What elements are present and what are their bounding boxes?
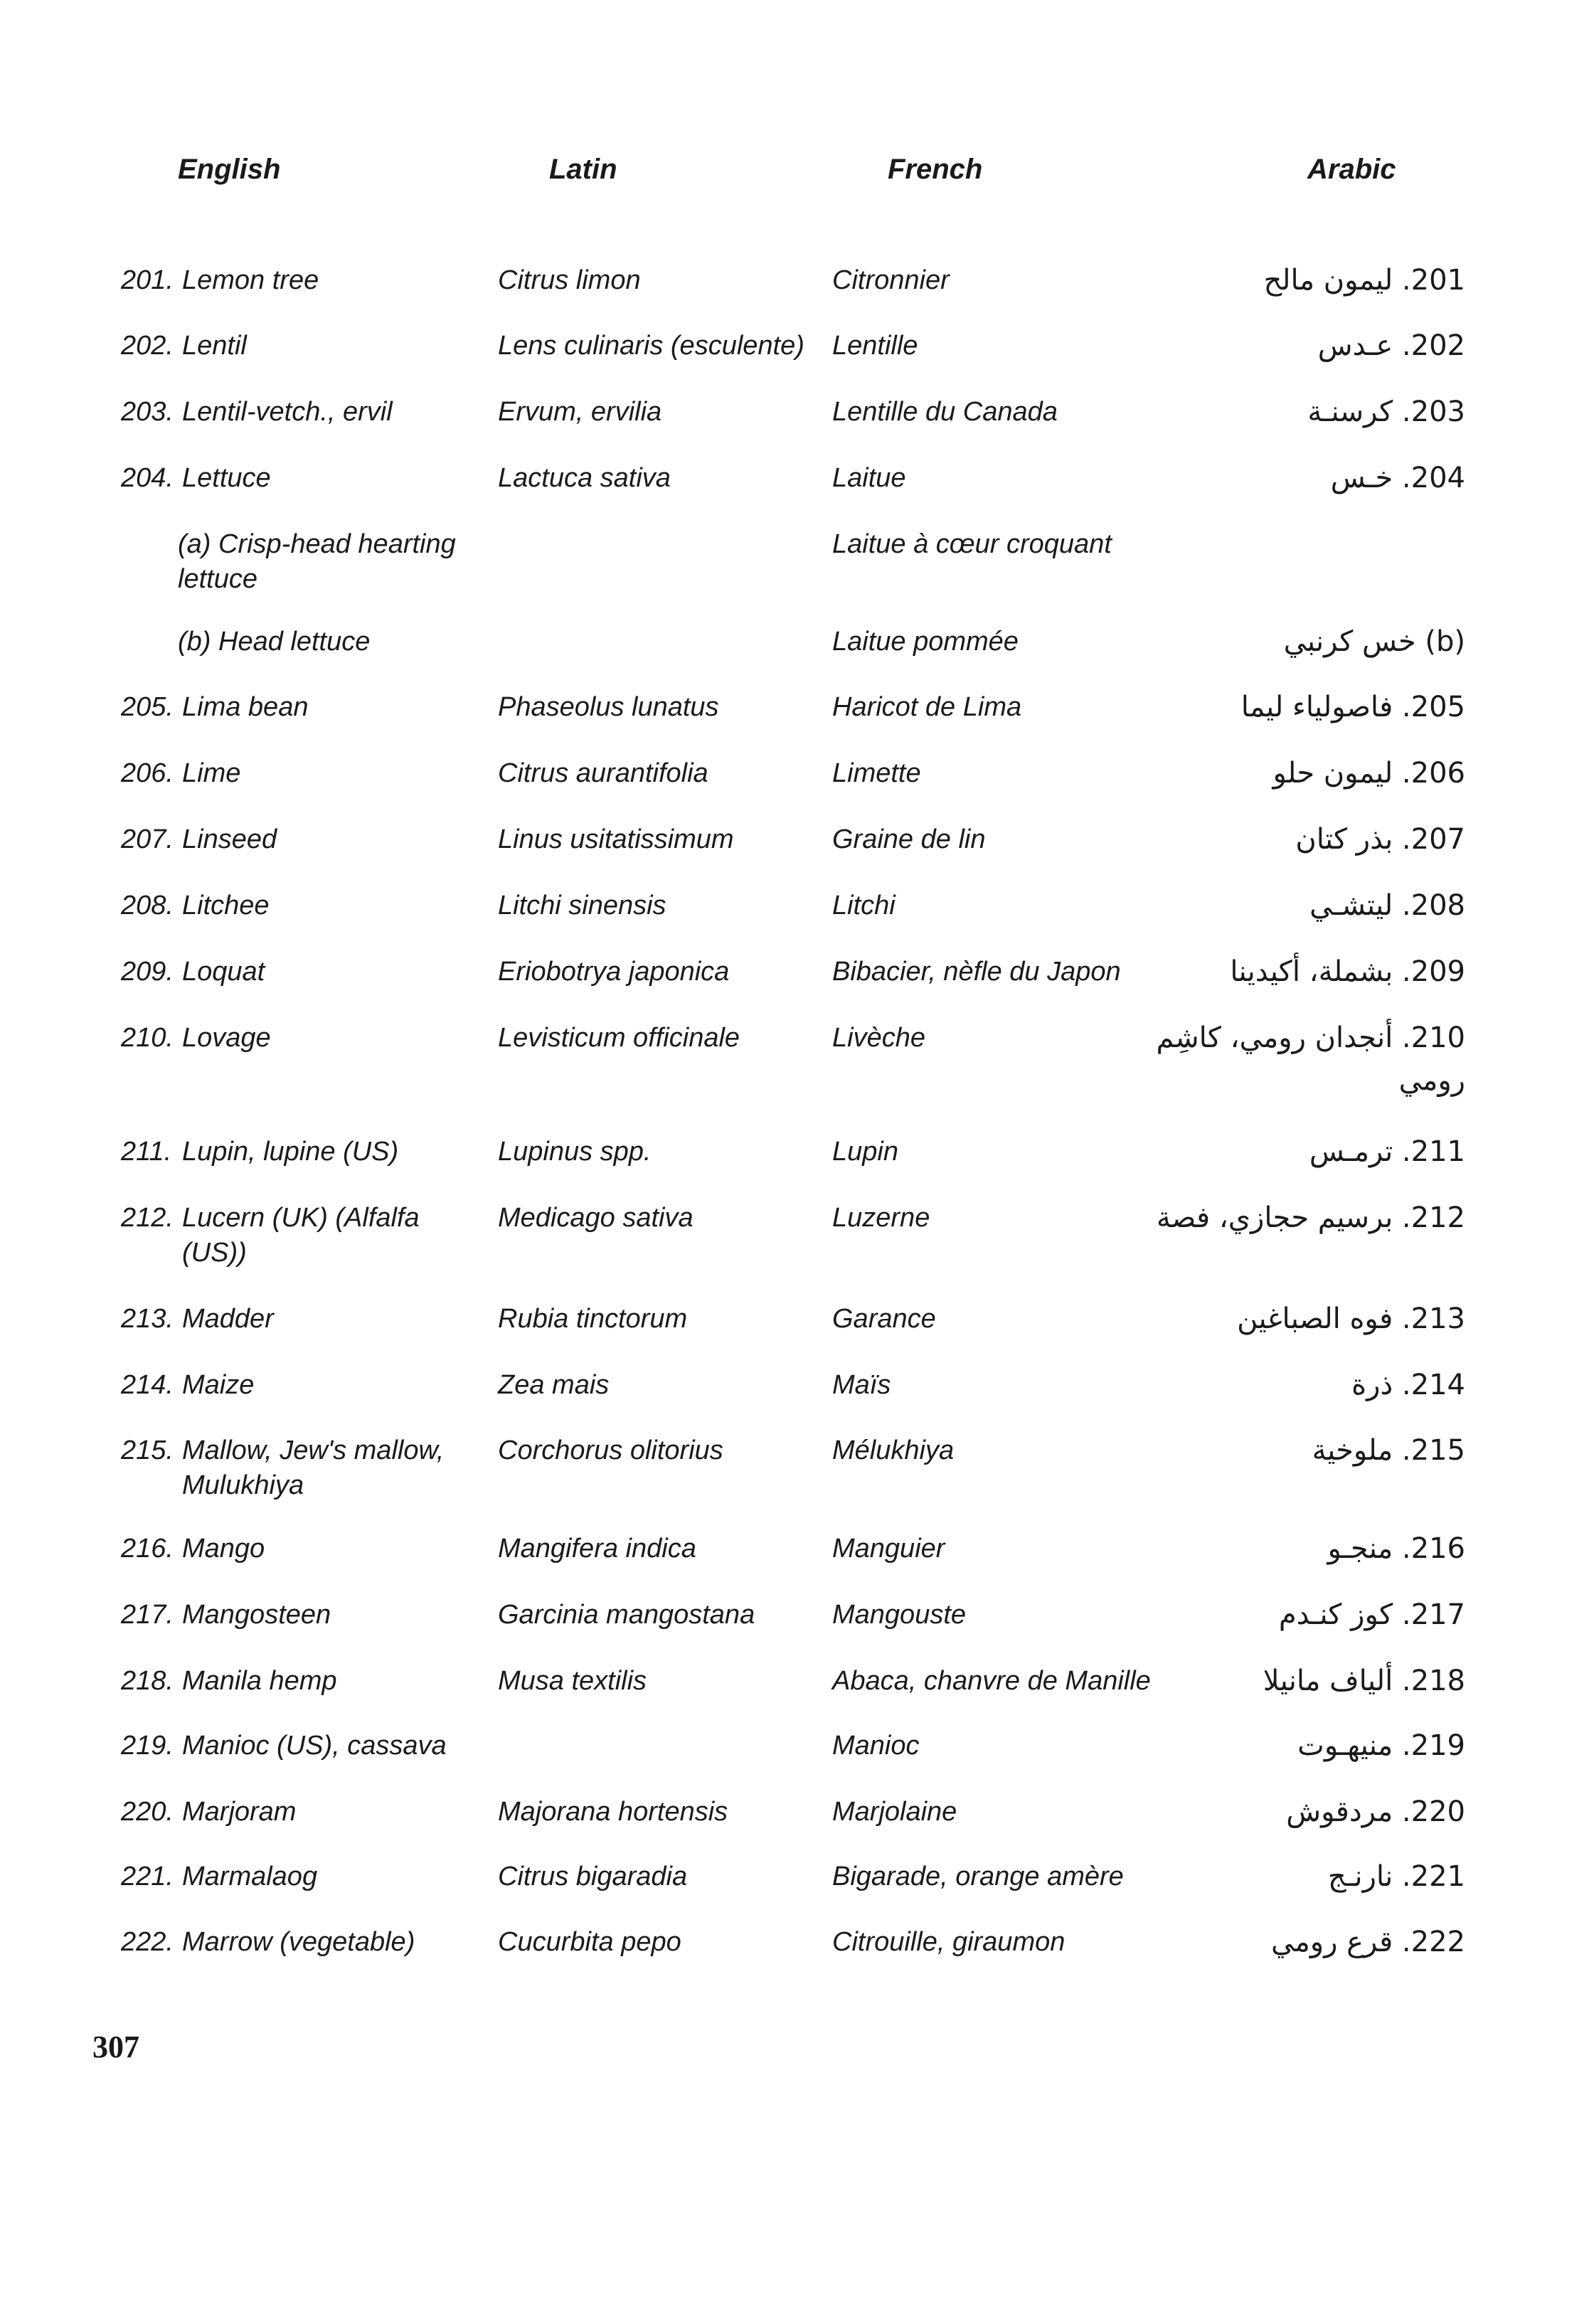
entry-number: 214.: [121, 1370, 174, 1400]
english-term: Litchee: [182, 891, 270, 920]
arabic-term: 212. برسيم حجازي، فصة: [1156, 1201, 1465, 1234]
english-term: Mango: [182, 1534, 265, 1564]
latin-term: Citrus limon: [498, 265, 641, 295]
english-term: Lettuce: [182, 463, 271, 493]
french-term: Abaca, chanvre de Manille: [832, 1666, 1151, 1696]
english-term: Marjoram: [182, 1797, 297, 1827]
latin-term: Zea mais: [498, 1370, 610, 1400]
french-term: Livèche: [832, 1023, 925, 1053]
english-term: Maize: [182, 1370, 255, 1400]
arabic-term: 214. ذرة: [1351, 1369, 1465, 1401]
entry-number: 207.: [121, 824, 174, 854]
english-term: Lucern (UK) (Alfalfa (US)): [182, 1203, 420, 1268]
english-term: Marmalaog: [182, 1862, 318, 1891]
french-term: Lentille du Canada: [832, 397, 1058, 427]
latin-term: Citrus bigaradia: [498, 1862, 688, 1891]
french-term: Manioc: [832, 1731, 920, 1761]
page-number: 307: [92, 2029, 139, 2064]
french-term: Maïs: [832, 1370, 891, 1400]
english-term: Lemon tree: [182, 265, 319, 295]
latin-term: Rubia tinctorum: [498, 1304, 688, 1334]
entry-number: 218.: [121, 1666, 174, 1696]
english-term: Lentil-vetch., ervil: [182, 397, 393, 427]
latin-term: Corchorus olitorius: [498, 1436, 723, 1465]
english-term: Lima bean: [182, 692, 309, 722]
english-term: Madder: [182, 1304, 274, 1334]
french-term: Garance: [832, 1304, 936, 1334]
entry-number: 220.: [121, 1797, 174, 1827]
arabic-term: 203. كرسنـة: [1307, 396, 1465, 428]
arabic-term: (b) خس كرنبي: [1283, 625, 1465, 658]
arabic-term: 208. ليتشـي: [1309, 889, 1465, 922]
latin-term: Musa textilis: [498, 1666, 647, 1696]
french-term: Manguier: [832, 1534, 945, 1564]
latin-term: Medicago sativa: [498, 1203, 694, 1233]
header-arabic: Arabic: [1307, 154, 1396, 185]
header-latin: Latin: [549, 154, 617, 185]
arabic-term: 215. ملوخية: [1312, 1434, 1465, 1467]
arabic-term: 206. ليمون حلو: [1272, 757, 1465, 790]
french-term: Laitue pommée: [832, 627, 1019, 657]
french-term: Marjolaine: [832, 1797, 957, 1827]
entry-number: 206.: [121, 758, 174, 788]
english-term: Loquat: [182, 957, 265, 987]
arabic-term: 221. نارنـج: [1327, 1860, 1465, 1893]
arabic-term: 210. أنجدان رومي، كاشِم رومي: [1156, 1022, 1465, 1097]
french-term: Limette: [832, 758, 921, 788]
french-term: Laitue à cœur croquant: [832, 529, 1112, 559]
english-term: Lentil: [182, 331, 247, 361]
header-english: English: [178, 154, 281, 185]
arabic-term: 209. بشملة، أكيدينا: [1230, 955, 1465, 988]
english-term: Lupin, lupine (US): [182, 1137, 399, 1167]
latin-term: Eriobotrya japonica: [498, 957, 730, 987]
english-term: Mangosteen: [182, 1600, 331, 1630]
entry-number: 215.: [121, 1436, 174, 1465]
latin-term: Majorana hortensis: [498, 1797, 728, 1827]
arabic-term: 211. ترمـس: [1309, 1135, 1465, 1168]
arabic-term: 213. فوه الصباغين: [1237, 1302, 1465, 1335]
french-term: Lupin: [832, 1137, 898, 1167]
french-term: Bigarade, orange amère: [832, 1862, 1124, 1891]
entry-number: 222.: [121, 1927, 174, 1957]
entry-number: 221.: [121, 1862, 174, 1891]
french-term: Mangouste: [832, 1600, 967, 1630]
french-term: Lentille: [832, 331, 918, 361]
english-term: Manioc (US), cassava: [182, 1731, 447, 1761]
french-term: Graine de lin: [832, 824, 986, 854]
english-term: Lime: [182, 758, 241, 788]
arabic-term: 220. مردقوش: [1286, 1795, 1465, 1828]
english-term: Linseed: [182, 824, 277, 854]
latin-term: Garcinia mangostana: [498, 1600, 755, 1630]
entry-number: 213.: [121, 1304, 174, 1334]
arabic-term: 216. منجـو: [1327, 1532, 1465, 1565]
arabic-term: 205. فاصولياء ليما: [1240, 691, 1465, 723]
entry-number: 217.: [121, 1600, 174, 1630]
english-term: (a) Crisp-head hearting lettuce: [178, 529, 456, 594]
latin-term: Litchi sinensis: [498, 891, 666, 920]
latin-term: Citrus aurantifolia: [498, 758, 708, 788]
latin-term: Phaseolus lunatus: [498, 692, 719, 722]
english-term: Lovage: [182, 1023, 271, 1053]
entry-number: 212.: [121, 1203, 174, 1233]
french-term: Citrouille, giraumon: [832, 1927, 1066, 1957]
entry-number: 201.: [121, 265, 174, 295]
arabic-term: 222. قرع رومي: [1271, 1926, 1465, 1958]
entry-number: 205.: [121, 692, 174, 722]
latin-term: Lupinus spp.: [498, 1137, 652, 1167]
latin-term: Lens culinaris (esculente): [498, 331, 804, 361]
entry-number: 211.: [121, 1137, 172, 1167]
arabic-term: 219. منيهـوت: [1297, 1729, 1465, 1762]
entry-number: 204.: [121, 463, 174, 493]
english-term: Marrow (vegetable): [182, 1927, 415, 1957]
arabic-term: 202. عـدس: [1317, 329, 1465, 362]
entry-number: 208.: [121, 891, 174, 920]
entry-number: 216.: [121, 1534, 174, 1564]
entry-number: 219.: [121, 1731, 174, 1761]
latin-term: Ervum, ervilia: [498, 397, 662, 427]
arabic-term: 218. ألياف مانيلا: [1263, 1665, 1465, 1697]
french-term: Litchi: [832, 891, 896, 920]
entry-number: 210.: [121, 1023, 174, 1053]
french-term: Mélukhiya: [832, 1436, 955, 1465]
french-term: Haricot de Lima: [832, 692, 1022, 722]
english-term: Mallow, Jew's mallow, Mulukhiya: [182, 1436, 445, 1500]
header-french: French: [888, 154, 983, 185]
latin-term: Mangifera indica: [498, 1534, 696, 1564]
latin-term: Levisticum officinale: [498, 1023, 740, 1053]
arabic-term: 204. خـس: [1330, 462, 1465, 494]
latin-term: Lactuca sativa: [498, 463, 671, 493]
entry-number: 202.: [121, 331, 174, 361]
english-term: Manila hemp: [182, 1666, 337, 1696]
arabic-term: 201. ليمون مالح: [1263, 264, 1465, 297]
arabic-term: 217. كوز كنـدم: [1278, 1598, 1465, 1631]
latin-term: Cucurbita pepo: [498, 1927, 681, 1957]
latin-term: Linus usitatissimum: [498, 824, 734, 854]
entry-number: 209.: [121, 957, 174, 987]
french-term: Luzerne: [832, 1203, 930, 1233]
english-term: (b) Head lettuce: [178, 627, 371, 657]
entry-number: 203.: [121, 397, 174, 427]
french-term: Citronnier: [832, 265, 950, 295]
french-term: Bibacier, nèfle du Japon: [832, 957, 1121, 987]
french-term: Laitue: [832, 463, 906, 493]
arabic-term: 207. بذر كتان: [1295, 823, 1465, 856]
